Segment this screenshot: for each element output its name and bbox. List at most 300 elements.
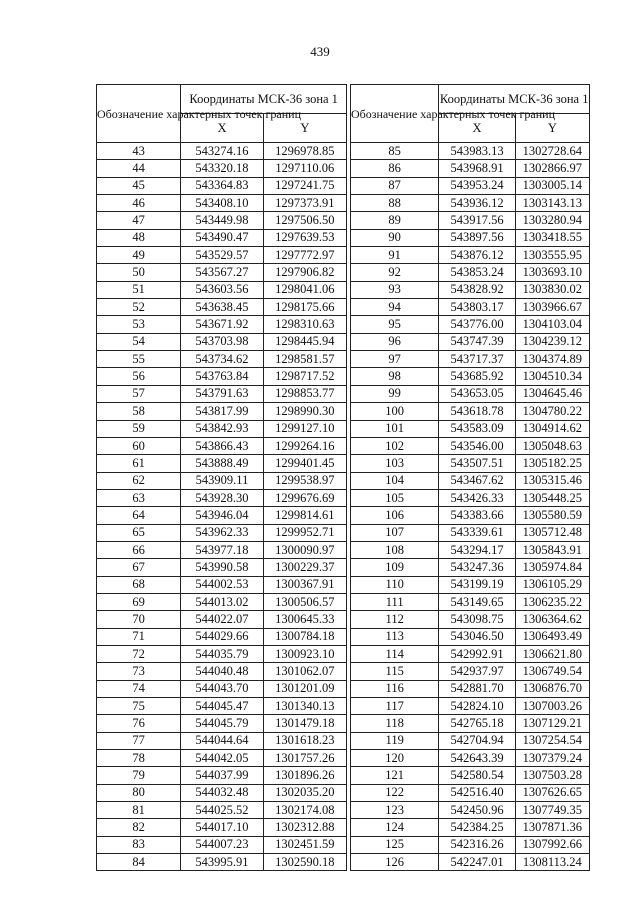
- y-coordinate-cell: 1300923.10: [263, 645, 346, 662]
- y-coordinate-cell: 1301201.09: [263, 680, 346, 697]
- y-coordinate-cell: 1299538.97: [263, 472, 346, 489]
- x-coordinate-cell: 544007.23: [181, 836, 263, 853]
- y-coordinate-cell: 1298175.66: [263, 299, 346, 316]
- x-coordinate-cell: 542992.91: [439, 645, 515, 662]
- x-coordinate-cell: 543653.05: [439, 385, 515, 402]
- point-number-cell: 71: [97, 628, 181, 645]
- point-number-cell: 90: [351, 229, 439, 246]
- y-coordinate-cell: 1304510.34: [515, 368, 589, 385]
- x-coordinate-cell: 543383.66: [439, 507, 515, 524]
- y-coordinate-cell: 1307626.65: [515, 784, 589, 801]
- point-number-cell: 89: [351, 212, 439, 229]
- x-coordinate-cell: 544044.64: [181, 732, 263, 749]
- table-row: [351, 316, 590, 333]
- point-number-cell: 115: [351, 663, 439, 680]
- table-row: [351, 212, 590, 229]
- table-row: [97, 247, 347, 264]
- point-number-cell: 56: [97, 368, 181, 385]
- table-row: [97, 576, 347, 593]
- y-coordinate-cell: 1301062.07: [263, 663, 346, 680]
- y-coordinate-cell: 1297110.06: [263, 160, 346, 177]
- x-coordinate-cell: 543842.93: [181, 420, 263, 437]
- y-coordinate-cell: 1301479.18: [263, 715, 346, 732]
- point-number-cell: 55: [97, 351, 181, 368]
- y-coordinate-cell: 1301757.26: [263, 750, 346, 767]
- table-row: [97, 802, 347, 819]
- table-row: [97, 698, 347, 715]
- x-coordinate-cell: 543339.61: [439, 524, 515, 541]
- point-number-cell: 58: [97, 403, 181, 420]
- table-row: [351, 819, 590, 836]
- table-row: [97, 767, 347, 784]
- x-coordinate-cell: 543408.10: [181, 195, 263, 212]
- table-row: [351, 541, 590, 558]
- y-coordinate-cell: 1299264.16: [263, 437, 346, 454]
- point-number-cell: 81: [97, 802, 181, 819]
- x-coordinate-cell: 543917.56: [439, 212, 515, 229]
- table-row: [351, 750, 590, 767]
- x-coordinate-cell: 543936.12: [439, 195, 515, 212]
- x-coordinate-cell: 543983.13: [439, 143, 515, 160]
- y-coordinate-cell: 1300645.33: [263, 611, 346, 628]
- y-coordinate-cell: 1297906.82: [263, 264, 346, 281]
- x-coordinate-cell: 544017.10: [181, 819, 263, 836]
- y-coordinate-cell: 1305315.46: [515, 472, 589, 489]
- x-coordinate-cell: 543703.98: [181, 333, 263, 350]
- point-number-cell: 78: [97, 750, 181, 767]
- y-coordinate-cell: 1298717.52: [263, 368, 346, 385]
- table-row: [351, 698, 590, 715]
- y-coordinate-cell: 1301618.23: [263, 732, 346, 749]
- point-number-cell: 45: [97, 177, 181, 194]
- y-coordinate-cell: 1303555.95: [515, 247, 589, 264]
- table-row: [97, 437, 347, 454]
- y-coordinate-cell: 1300090.97: [263, 541, 346, 558]
- table-row: [351, 784, 590, 801]
- table-row: [351, 143, 590, 160]
- y-coordinate-cell: 1300506.57: [263, 593, 346, 610]
- table-row: [351, 299, 590, 316]
- point-number-cell: 54: [97, 333, 181, 350]
- x-coordinate-cell: 543876.12: [439, 247, 515, 264]
- point-number-cell: 47: [97, 212, 181, 229]
- point-number-cell: 123: [351, 802, 439, 819]
- point-number-cell: 50: [97, 264, 181, 281]
- x-coordinate-cell: 543803.17: [439, 299, 515, 316]
- x-coordinate-cell: 543294.17: [439, 541, 515, 558]
- point-number-cell: 75: [97, 698, 181, 715]
- table-row: [351, 420, 590, 437]
- table-row: [351, 663, 590, 680]
- table-row: [97, 316, 347, 333]
- x-coordinate-cell: 544022.07: [181, 611, 263, 628]
- header-designation: Обозначение характерных точек границ: [97, 85, 181, 143]
- point-number-cell: 102: [351, 437, 439, 454]
- table-row: [97, 559, 347, 576]
- y-coordinate-cell: 1303830.02: [515, 281, 589, 298]
- table-row: [97, 680, 347, 697]
- x-coordinate-cell: 543717.37: [439, 351, 515, 368]
- table-row: [97, 472, 347, 489]
- y-coordinate-cell: 1306493.49: [515, 628, 589, 645]
- table-row: [97, 455, 347, 472]
- point-number-cell: 70: [97, 611, 181, 628]
- point-number-cell: 93: [351, 281, 439, 298]
- x-coordinate-cell: 543853.24: [439, 264, 515, 281]
- x-coordinate-cell: 544029.66: [181, 628, 263, 645]
- y-coordinate-cell: 1307129.21: [515, 715, 589, 732]
- table-row: [97, 299, 347, 316]
- y-coordinate-cell: 1304780.22: [515, 403, 589, 420]
- x-coordinate-cell: 543671.92: [181, 316, 263, 333]
- point-number-cell: 99: [351, 385, 439, 402]
- y-coordinate-cell: 1304645.46: [515, 385, 589, 402]
- point-number-cell: 117: [351, 698, 439, 715]
- y-coordinate-cell: 1304103.04: [515, 316, 589, 333]
- point-number-cell: 101: [351, 420, 439, 437]
- table-row: [97, 593, 347, 610]
- table-row: [97, 854, 347, 871]
- x-coordinate-cell: 544013.02: [181, 593, 263, 610]
- x-coordinate-cell: 543888.49: [181, 455, 263, 472]
- point-number-cell: 72: [97, 645, 181, 662]
- table-row: [97, 229, 347, 246]
- table-row: [97, 715, 347, 732]
- x-coordinate-cell: 542765.18: [439, 715, 515, 732]
- y-coordinate-cell: 1307254.54: [515, 732, 589, 749]
- point-number-cell: 76: [97, 715, 181, 732]
- y-coordinate-cell: 1299952.71: [263, 524, 346, 541]
- x-coordinate-cell: 543364.83: [181, 177, 263, 194]
- x-coordinate-cell: 543962.33: [181, 524, 263, 541]
- table-row: [97, 403, 347, 420]
- point-number-cell: 66: [97, 541, 181, 558]
- x-coordinate-cell: 544042.05: [181, 750, 263, 767]
- point-number-cell: 109: [351, 559, 439, 576]
- point-number-cell: 95: [351, 316, 439, 333]
- point-number-cell: 53: [97, 316, 181, 333]
- header-coordinates: Координаты МСК-36 зона 1: [181, 85, 347, 114]
- y-coordinate-cell: 1307749.35: [515, 802, 589, 819]
- x-coordinate-cell: 544035.79: [181, 645, 263, 662]
- x-coordinate-cell: 543990.58: [181, 559, 263, 576]
- x-coordinate-cell: 543734.62: [181, 351, 263, 368]
- y-coordinate-cell: 1302590.18: [263, 854, 346, 871]
- table-row: [97, 645, 347, 662]
- table-row: [351, 264, 590, 281]
- x-coordinate-cell: 543909.11: [181, 472, 263, 489]
- x-coordinate-cell: 543747.39: [439, 333, 515, 350]
- coordinates-table-right: [350, 84, 590, 871]
- point-number-cell: 126: [351, 854, 439, 871]
- y-coordinate-cell: 1296978.85: [263, 143, 346, 160]
- point-number-cell: 85: [351, 143, 439, 160]
- table-row: [97, 541, 347, 558]
- y-coordinate-cell: 1305182.25: [515, 455, 589, 472]
- y-coordinate-cell: 1303966.67: [515, 299, 589, 316]
- y-coordinate-cell: 1298041.06: [263, 281, 346, 298]
- y-coordinate-cell: 1300367.91: [263, 576, 346, 593]
- x-coordinate-cell: 543583.09: [439, 420, 515, 437]
- x-coordinate-cell: 543828.92: [439, 281, 515, 298]
- table-row: [97, 420, 347, 437]
- point-number-cell: 74: [97, 680, 181, 697]
- x-coordinate-cell: 543791.63: [181, 385, 263, 402]
- point-number-cell: 88: [351, 195, 439, 212]
- point-number-cell: 63: [97, 489, 181, 506]
- point-number-cell: 118: [351, 715, 439, 732]
- table-row: [97, 368, 347, 385]
- x-coordinate-cell: 543977.18: [181, 541, 263, 558]
- point-number-cell: 125: [351, 836, 439, 853]
- table-row: [97, 143, 347, 160]
- y-coordinate-cell: 1303280.94: [515, 212, 589, 229]
- y-coordinate-cell: 1305712.48: [515, 524, 589, 541]
- x-coordinate-cell: 542704.94: [439, 732, 515, 749]
- y-coordinate-cell: 1302174.08: [263, 802, 346, 819]
- x-coordinate-cell: 543763.84: [181, 368, 263, 385]
- table-row: [97, 385, 347, 402]
- x-coordinate-cell: 543776.00: [439, 316, 515, 333]
- x-coordinate-cell: 543098.75: [439, 611, 515, 628]
- point-number-cell: 110: [351, 576, 439, 593]
- x-coordinate-cell: 543426.33: [439, 489, 515, 506]
- y-coordinate-cell: 1306876.70: [515, 680, 589, 697]
- table-row: [97, 819, 347, 836]
- x-coordinate-cell: 543567.27: [181, 264, 263, 281]
- point-number-cell: 79: [97, 767, 181, 784]
- x-coordinate-cell: 543866.43: [181, 437, 263, 454]
- x-coordinate-cell: 542643.39: [439, 750, 515, 767]
- point-number-cell: 113: [351, 628, 439, 645]
- point-number-cell: 120: [351, 750, 439, 767]
- header-y: Y: [515, 114, 589, 143]
- x-coordinate-cell: 542881.70: [439, 680, 515, 697]
- table-row: [351, 281, 590, 298]
- point-number-cell: 59: [97, 420, 181, 437]
- table-row: [351, 836, 590, 853]
- y-coordinate-cell: 1307871.36: [515, 819, 589, 836]
- point-number-cell: 67: [97, 559, 181, 576]
- point-number-cell: 104: [351, 472, 439, 489]
- y-coordinate-cell: 1304914.62: [515, 420, 589, 437]
- x-coordinate-cell: 543247.36: [439, 559, 515, 576]
- y-coordinate-cell: 1302451.59: [263, 836, 346, 853]
- table-row: [351, 802, 590, 819]
- point-number-cell: 112: [351, 611, 439, 628]
- point-number-cell: 106: [351, 507, 439, 524]
- y-coordinate-cell: 1297506.50: [263, 212, 346, 229]
- x-coordinate-cell: 543529.57: [181, 247, 263, 264]
- y-coordinate-cell: 1302866.97: [515, 160, 589, 177]
- x-coordinate-cell: 544025.52: [181, 802, 263, 819]
- table-row: [351, 715, 590, 732]
- x-coordinate-cell: 544032.48: [181, 784, 263, 801]
- x-coordinate-cell: 543046.50: [439, 628, 515, 645]
- y-coordinate-cell: 1303693.10: [515, 264, 589, 281]
- point-number-cell: 44: [97, 160, 181, 177]
- y-coordinate-cell: 1298445.94: [263, 333, 346, 350]
- point-number-cell: 65: [97, 524, 181, 541]
- y-coordinate-cell: 1305843.91: [515, 541, 589, 558]
- x-coordinate-cell: 542580.54: [439, 767, 515, 784]
- table-row: [97, 351, 347, 368]
- y-coordinate-cell: 1299814.61: [263, 507, 346, 524]
- header-designation: Обозначение характерных точек границ: [351, 85, 439, 143]
- y-coordinate-cell: 1302035.20: [263, 784, 346, 801]
- table-row: [351, 247, 590, 264]
- table-row: [97, 732, 347, 749]
- point-number-cell: 91: [351, 247, 439, 264]
- x-coordinate-cell: 542384.25: [439, 819, 515, 836]
- x-coordinate-cell: 544002.53: [181, 576, 263, 593]
- y-coordinate-cell: 1303005.14: [515, 177, 589, 194]
- table-row: [97, 611, 347, 628]
- point-number-cell: 49: [97, 247, 181, 264]
- y-coordinate-cell: 1298853.77: [263, 385, 346, 402]
- table-row: [97, 281, 347, 298]
- point-number-cell: 108: [351, 541, 439, 558]
- table-row: [97, 333, 347, 350]
- x-coordinate-cell: 544043.70: [181, 680, 263, 697]
- point-number-cell: 69: [97, 593, 181, 610]
- x-coordinate-cell: 543946.04: [181, 507, 263, 524]
- table-row: [351, 732, 590, 749]
- header-x: X: [181, 114, 263, 143]
- y-coordinate-cell: 1297373.91: [263, 195, 346, 212]
- table-row: [351, 368, 590, 385]
- table-row: [97, 507, 347, 524]
- point-number-cell: 92: [351, 264, 439, 281]
- table-row: [97, 750, 347, 767]
- table-row: [351, 489, 590, 506]
- point-number-cell: 46: [97, 195, 181, 212]
- table-row: [97, 628, 347, 645]
- x-coordinate-cell: 544045.47: [181, 698, 263, 715]
- y-coordinate-cell: 1299676.69: [263, 489, 346, 506]
- x-coordinate-cell: 543897.56: [439, 229, 515, 246]
- point-number-cell: 57: [97, 385, 181, 402]
- header-coordinates: Координаты МСК-36 зона 1: [439, 85, 590, 114]
- x-coordinate-cell: 543199.19: [439, 576, 515, 593]
- point-number-cell: 87: [351, 177, 439, 194]
- y-coordinate-cell: 1306105.29: [515, 576, 589, 593]
- x-coordinate-cell: 544045.79: [181, 715, 263, 732]
- table-row: [351, 559, 590, 576]
- x-coordinate-cell: 543953.24: [439, 177, 515, 194]
- y-coordinate-cell: 1297772.97: [263, 247, 346, 264]
- table-row: [351, 333, 590, 350]
- y-coordinate-cell: 1305580.59: [515, 507, 589, 524]
- y-coordinate-cell: 1297241.75: [263, 177, 346, 194]
- point-number-cell: 80: [97, 784, 181, 801]
- x-coordinate-cell: 542937.97: [439, 663, 515, 680]
- point-number-cell: 61: [97, 455, 181, 472]
- point-number-cell: 121: [351, 767, 439, 784]
- header-y: Y: [263, 114, 346, 143]
- point-number-cell: 97: [351, 351, 439, 368]
- table-row: [351, 177, 590, 194]
- table-row: [351, 455, 590, 472]
- table-row: [351, 351, 590, 368]
- x-coordinate-cell: 543546.00: [439, 437, 515, 454]
- point-number-cell: 114: [351, 645, 439, 662]
- point-number-cell: 43: [97, 143, 181, 160]
- x-coordinate-cell: 542516.40: [439, 784, 515, 801]
- table-row: [351, 437, 590, 454]
- table-row: [351, 385, 590, 402]
- y-coordinate-cell: 1298310.63: [263, 316, 346, 333]
- x-coordinate-cell: 544037.99: [181, 767, 263, 784]
- table-row: [351, 507, 590, 524]
- x-coordinate-cell: 542450.96: [439, 802, 515, 819]
- table-row: [351, 611, 590, 628]
- x-coordinate-cell: 543449.98: [181, 212, 263, 229]
- table-row: [351, 403, 590, 420]
- table-row: [351, 472, 590, 489]
- point-number-cell: 105: [351, 489, 439, 506]
- point-number-cell: 94: [351, 299, 439, 316]
- y-coordinate-cell: 1298990.30: [263, 403, 346, 420]
- x-coordinate-cell: 543274.16: [181, 143, 263, 160]
- x-coordinate-cell: 543968.91: [439, 160, 515, 177]
- table-row: [351, 854, 590, 871]
- point-number-cell: 100: [351, 403, 439, 420]
- point-number-cell: 124: [351, 819, 439, 836]
- y-coordinate-cell: 1306235.22: [515, 593, 589, 610]
- table-row: [97, 489, 347, 506]
- table-row: [97, 212, 347, 229]
- y-coordinate-cell: 1302728.64: [515, 143, 589, 160]
- table-row: [97, 160, 347, 177]
- y-coordinate-cell: 1300229.37: [263, 559, 346, 576]
- x-coordinate-cell: 543618.78: [439, 403, 515, 420]
- table-row: [351, 767, 590, 784]
- x-coordinate-cell: 543995.91: [181, 854, 263, 871]
- x-coordinate-cell: 542247.01: [439, 854, 515, 871]
- page-number: 439: [310, 44, 330, 59]
- y-coordinate-cell: 1299401.45: [263, 455, 346, 472]
- x-coordinate-cell: 544040.48: [181, 663, 263, 680]
- point-number-cell: 98: [351, 368, 439, 385]
- point-number-cell: 111: [351, 593, 439, 610]
- point-number-cell: 119: [351, 732, 439, 749]
- y-coordinate-cell: 1303418.55: [515, 229, 589, 246]
- y-coordinate-cell: 1304239.12: [515, 333, 589, 350]
- table-row: [351, 229, 590, 246]
- y-coordinate-cell: 1307003.26: [515, 698, 589, 715]
- table-row: [97, 784, 347, 801]
- point-number-cell: 77: [97, 732, 181, 749]
- point-number-cell: 52: [97, 299, 181, 316]
- x-coordinate-cell: 543928.30: [181, 489, 263, 506]
- x-coordinate-cell: 543603.56: [181, 281, 263, 298]
- table-row: [351, 628, 590, 645]
- x-coordinate-cell: 543320.18: [181, 160, 263, 177]
- x-coordinate-cell: 543638.45: [181, 299, 263, 316]
- point-number-cell: 73: [97, 663, 181, 680]
- y-coordinate-cell: 1302312.88: [263, 819, 346, 836]
- coordinates-table-left: [96, 84, 347, 871]
- x-coordinate-cell: 543685.92: [439, 368, 515, 385]
- point-number-cell: 86: [351, 160, 439, 177]
- table-row: [351, 524, 590, 541]
- x-coordinate-cell: 543149.65: [439, 593, 515, 610]
- x-coordinate-cell: 543490.47: [181, 229, 263, 246]
- point-number-cell: 107: [351, 524, 439, 541]
- point-number-cell: 51: [97, 281, 181, 298]
- point-number-cell: 68: [97, 576, 181, 593]
